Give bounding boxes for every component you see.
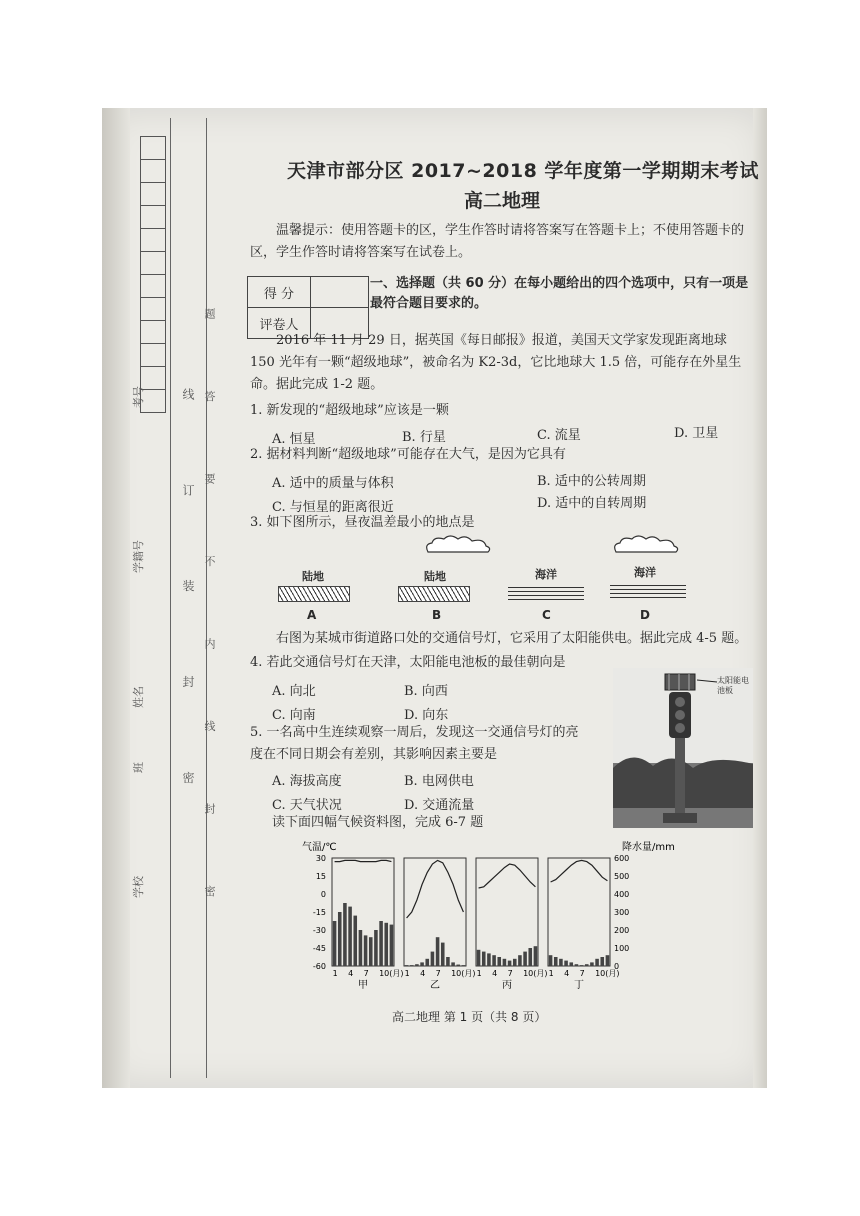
precip-bar (415, 964, 419, 966)
exam-number-boxes (140, 136, 166, 413)
passage-2: 右图为某城市街道路口处的交通信号灯，它采用了太阳能供电。据此完成 4-5 题。 (276, 631, 748, 646)
precip-bar (585, 964, 589, 966)
exam-subtitle: 高二地理 (464, 190, 541, 212)
precip-bar (575, 964, 579, 966)
precip-bar (338, 912, 342, 966)
class-label: 班 (132, 762, 145, 773)
q2-option-c[interactable]: C. 与恒星的距离很近 (272, 500, 394, 515)
precip-bar (451, 962, 455, 966)
precip-bar (436, 937, 440, 966)
temp-tick-label: -30 (312, 926, 326, 935)
q5-option-b[interactable]: B. 电网供电 (404, 774, 474, 789)
exam-photo (102, 108, 767, 1088)
q1-stem: 1. 新发现的“超级地球”应该是一颗 (250, 403, 449, 418)
q5-option-d[interactable]: D. 交通流量 (404, 798, 475, 813)
temp-tick-label: 30 (315, 854, 326, 863)
precip-bar (420, 962, 424, 966)
photo-right-edge (753, 108, 767, 1088)
climate-panel-name: 甲 (358, 980, 368, 991)
q3-label-c: 海洋 (535, 568, 557, 581)
binding-line (170, 118, 171, 1078)
binding-strip (130, 108, 216, 1088)
q4-option-d[interactable]: D. 向东 (404, 708, 449, 723)
precip-bar (508, 961, 512, 966)
precip-tick-label: 0 (614, 962, 620, 971)
precip-bar (410, 965, 414, 966)
month-tick-label: 4 (348, 969, 354, 978)
school-label: 学校 (132, 876, 145, 898)
precip-bar (456, 965, 460, 966)
precip-bar (497, 957, 501, 966)
climate-panel-name: 乙 (430, 980, 440, 991)
precip-bar (343, 903, 347, 966)
precip-axis-label: 降水量/mm (622, 842, 675, 853)
precip-bar (353, 916, 357, 966)
temp-line (407, 860, 464, 918)
q1-option-b[interactable]: B. 行星 (402, 430, 446, 445)
precip-bar (384, 923, 388, 966)
precip-bar (503, 959, 507, 966)
precip-bar (379, 921, 383, 966)
precip-bar (425, 959, 429, 966)
seal-text-inner: 题 答 要 不 内 线 封 密 (203, 308, 216, 931)
precip-bar (554, 957, 558, 966)
page-footer: 高二地理 第 1 页（共 8 页） (392, 1010, 547, 1024)
month-tick-label: 1 (548, 969, 554, 978)
month-tick-label: 10(月) (451, 969, 476, 978)
q3-stem: 3. 如下图所示，昼夜温差最小的地点是 (250, 515, 475, 530)
month-tick-label: 10(月) (523, 969, 548, 978)
precip-bar (580, 965, 584, 966)
q4-option-c[interactable]: C. 向南 (272, 708, 316, 723)
solar-panel-label: 太阳能电池板 (717, 676, 749, 695)
precip-bar (606, 955, 610, 966)
q3-label-b: 陆地 (424, 570, 446, 583)
precip-bar (364, 935, 368, 966)
temp-tick-label: -15 (312, 908, 326, 917)
precip-bar (600, 957, 604, 966)
temp-line (479, 864, 536, 888)
q5-option-a[interactable]: A. 海拔高度 (272, 774, 342, 789)
q3-option-c[interactable]: C (542, 608, 551, 622)
q5-stem: 5. 一名高中生连续观察一周后，发现这一交通信号灯的亮度在不同日期会有差别，其影响因素主要是 (250, 725, 579, 762)
precip-bar (492, 955, 496, 966)
month-tick-label: 4 (420, 969, 426, 978)
q4-stem: 4. 若此交通信号灯在天津，太阳能电池板的最佳朝向是 (250, 655, 566, 670)
name-label: 姓名 (132, 686, 145, 708)
precip-tick-label: 300 (614, 908, 630, 917)
month-tick-label: 1 (476, 969, 482, 978)
land-surface-a (278, 586, 350, 602)
precip-bar (518, 955, 522, 966)
month-tick-label: 7 (435, 969, 441, 978)
passage-1: 2016 年 11 月 29 日，据英国《每日邮报》报道，美国天文学家发现距离地球 150 光年有一颗“超级地球”，被命名为 K2-3d，它比地球大 1.5 倍，可能存在外星生命。据此完成 1-2 题。 (250, 333, 742, 392)
temp-line (335, 860, 392, 861)
month-tick-label: 1 (404, 969, 410, 978)
land-surface-b (398, 586, 470, 602)
grader-label: 评卷人 (248, 308, 311, 339)
q1-option-c[interactable]: C. 流星 (537, 428, 581, 443)
precip-bar (390, 925, 394, 966)
score-label: 得 分 (248, 277, 311, 308)
month-tick-label: 10(月) (595, 969, 620, 978)
temp-tick-label: 15 (315, 872, 326, 881)
seal-text: 线 订 装 封 密 (181, 388, 195, 824)
precip-bar (369, 937, 373, 966)
precip-bar (482, 952, 486, 966)
climate-charts (292, 834, 712, 1014)
q5-option-c[interactable]: C. 天气状况 (272, 798, 342, 813)
q3-option-b[interactable]: B (432, 608, 442, 622)
q2-option-a[interactable]: A. 适中的质量与体积 (272, 476, 394, 491)
q3-option-a[interactable]: A (307, 608, 317, 622)
precip-bar (569, 962, 573, 966)
precip-bar (359, 930, 363, 966)
climate-panel-name: 丁 (574, 980, 584, 991)
precip-bar (487, 953, 491, 966)
precip-tick-label: 200 (614, 926, 630, 935)
temp-axis-label: 气温/℃ (302, 842, 337, 853)
q4-option-a[interactable]: A. 向北 (272, 684, 316, 699)
precip-bar (441, 943, 445, 966)
month-tick-label: 7 (363, 969, 369, 978)
precip-bar (513, 959, 517, 966)
precip-tick-label: 600 (614, 854, 630, 863)
precip-bar (559, 959, 563, 966)
q3-label-d: 海洋 (634, 566, 656, 579)
cloud-icon (424, 534, 492, 554)
precip-bar (549, 955, 553, 966)
precip-bar (523, 952, 527, 966)
precip-bar (462, 965, 466, 966)
precip-bar (564, 961, 568, 966)
section-heading: 一、选择题（共 60 分）在每小题给出的四个选项中，只有一项是最符合题目要求的。 (370, 276, 749, 311)
month-tick-label: 4 (564, 969, 570, 978)
precip-bar (446, 957, 450, 966)
temp-tick-label: -45 (312, 944, 326, 953)
temp-tick-label: -60 (312, 962, 326, 971)
precip-bar (590, 962, 594, 966)
month-tick-label: 7 (579, 969, 585, 978)
precip-bar (595, 959, 599, 966)
q1-option-d[interactable]: D. 卫星 (674, 426, 719, 441)
precip-tick-label: 400 (614, 890, 630, 899)
climate-panel-name: 丙 (502, 980, 512, 991)
precip-bar (333, 921, 337, 966)
exam-title: 天津市部分区 2017~2018 学年度第一学期期末考试 (287, 160, 759, 182)
q2-stem: 2. 据材料判断“超级地球”可能存在大气，是因为它具有 (250, 447, 566, 462)
precip-bar (348, 907, 352, 966)
month-tick-label: 4 (492, 969, 498, 978)
climate-panel-frame (548, 858, 610, 966)
precip-tick-label: 100 (614, 944, 630, 953)
temp-line (551, 860, 608, 882)
q1-option-a[interactable]: A. 恒星 (272, 432, 316, 447)
ocean-surface-d (610, 582, 686, 598)
score-cell (311, 277, 369, 308)
precip-bar (534, 946, 538, 966)
precip-bar (528, 948, 532, 966)
q3-label-a: 陆地 (302, 570, 324, 583)
xuejihao-label: 学籍号 (132, 540, 145, 573)
month-tick-label: 10(月) (379, 969, 404, 978)
precip-bar (431, 952, 435, 966)
cloud-icon (612, 534, 680, 554)
month-tick-label: 7 (507, 969, 513, 978)
traffic-light-photo (613, 668, 753, 828)
precip-tick-label: 500 (614, 872, 630, 881)
ocean-surface-c (508, 584, 584, 600)
photo-left-edge (102, 108, 130, 1088)
q3-option-d[interactable]: D (640, 608, 650, 622)
precip-bar (374, 930, 378, 966)
precip-bar (405, 965, 409, 966)
temp-tick-label: 0 (320, 890, 326, 899)
climate-chart-svg (292, 834, 712, 1014)
q2-option-d[interactable]: D. 适中的自转周期 (537, 496, 647, 511)
q2-option-b[interactable]: B. 适中的公转周期 (537, 474, 646, 489)
climate-panel-frame (404, 858, 466, 966)
kaohao-label: 考号 (132, 386, 145, 408)
passage-3: 读下面四幅气候资料图，完成 6-7 题 (272, 815, 484, 830)
q4-option-b[interactable]: B. 向西 (404, 684, 448, 699)
month-tick-label: 1 (332, 969, 338, 978)
precip-bar (477, 950, 481, 966)
tip-text: 温馨提示：使用答题卡的区，学生作答时请将答案写在答题卡上；不使用答题卡的区，学生作答时请将答案写在试卷上。 (250, 223, 745, 260)
